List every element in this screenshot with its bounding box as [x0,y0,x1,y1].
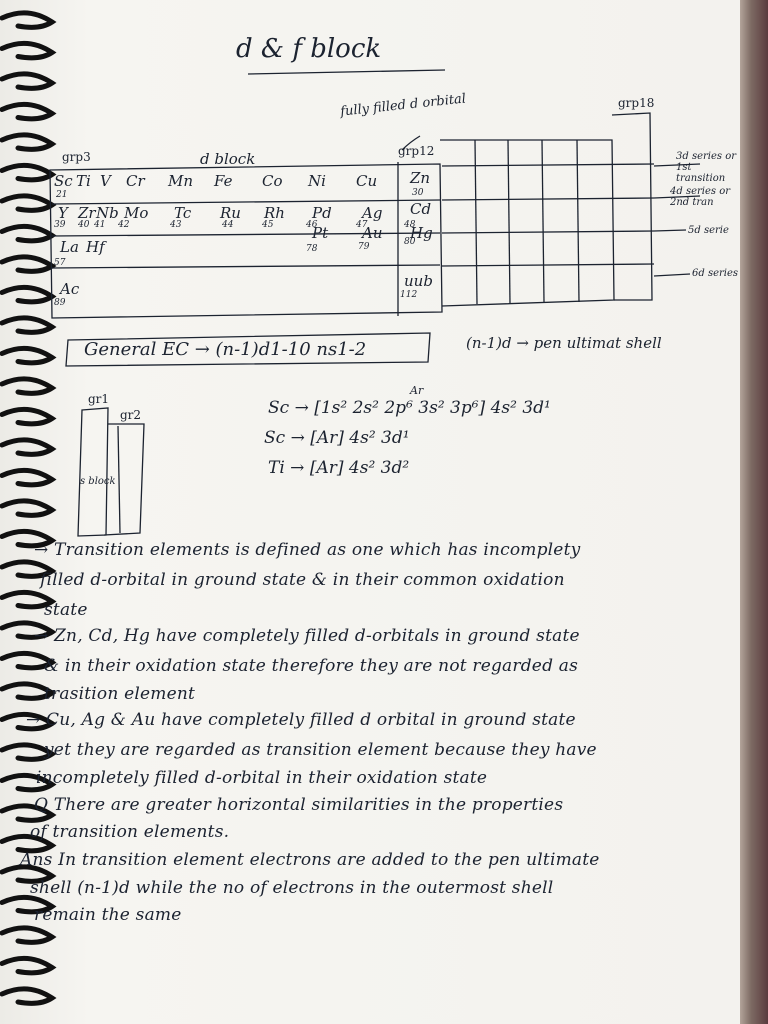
fully-filled-note: fully filled d orbital [339,91,467,120]
sc-short-config: Sc → [Ar] 4s² 3d¹ [264,428,410,448]
element-y: Y [58,204,68,222]
sc-full-config: Sc → [1s² 2s² 2p⁶ 3s² 3p⁶] 4s² 3d¹ [268,398,551,418]
series-6d-label: 6d series [692,268,739,279]
element-nb: Nb [96,204,119,222]
atomic-number: 42 [118,220,130,230]
note-line: of transition elements. [30,822,230,842]
element-ru: Ru [220,204,241,222]
element-tc: Tc [174,204,192,222]
atomic-number-au: 79 [358,242,370,252]
grp18-label: grp18 [618,96,655,110]
series-4d-label: 4d series or 2nd tran [670,186,730,208]
note-line: → Zn, Cd, Hg have completely filled d-orbitals in ground state [34,626,580,646]
s-block-label: s block [80,476,116,487]
element-zn: Zn [410,169,431,187]
element-co: Co [262,172,283,190]
note-line: → Cu, Ag & Au have completely filled d orbital in ground state [26,710,576,730]
ti-config: Ti → [Ar] 4s² 3d² [268,458,410,478]
element-uub: uub [404,272,433,290]
element-hf: Hf [86,238,105,256]
grp12-label: grp12 [398,144,435,158]
atomic-number: 40 [78,220,90,230]
atomic-number: 39 [54,220,66,230]
element-hg: Hg [410,224,433,242]
note-line: state [44,600,88,620]
atomic-number-hg: 80 [404,237,416,247]
element-mn: Mn [168,172,194,190]
note-line: filled d-orbital in ground state & in their common oxidation [40,570,565,590]
element-cr: Cr [126,172,145,190]
atomic-number-pt: 78 [306,244,318,254]
element-rh: Rh [264,204,285,222]
series-3d-label: 3d series or 1st transition [676,151,736,184]
gr1-label: gr1 [88,392,110,406]
note-line: yet they are regarded as transition element because they have [44,740,597,760]
element-ni: Ni [308,172,326,190]
element-cu: Cu [356,172,378,190]
series-5d-label: 5d serie [688,225,729,236]
d-block-label: d block [200,150,256,168]
gr2-label: gr2 [120,408,142,422]
atomic-number: 44 [222,220,234,230]
general-ec-formula: General EC → (n-1)d1-10 ns1-2 [84,339,367,360]
element-zr: Zr [78,204,96,222]
note-line: → Transition elements is defined as one which has incomplety [34,540,581,560]
penultimate-shell-note: (n-1)d → pen ultimat shell [466,334,662,352]
grp3-label: grp3 [62,150,91,164]
atomic-number-uub: 112 [400,290,418,300]
atomic-number-la: 57 [54,258,66,268]
atomic-number: 45 [262,220,274,230]
element-sc: Sc [54,172,73,190]
note-line: shell (n-1)d while the no of electrons in the outermost shell [30,878,554,898]
element-v: V [100,172,111,190]
element-ti: Ti [76,172,91,190]
note-line: incompletely filled d-orbital in their oxidation state [36,768,488,788]
atomic-number: 41 [94,220,106,230]
note-line: Q There are greater horizontal similarities in the properties [34,795,564,815]
element-fe: Fe [214,172,233,190]
element-ac: Ac [60,280,80,298]
element-au: Au [362,224,383,242]
atomic-number: 43 [170,220,182,230]
element-ag: Ag [362,204,383,222]
element-pt: Pt [312,224,329,242]
element-mo: Mo [124,204,149,222]
atomic-number-zn: 30 [412,188,424,198]
note-line: Ans In transition element electrons are added to the pen ultimate [20,850,600,870]
note-line: remain the same [34,905,182,925]
argon-note: Ar [410,384,424,397]
note-line: & in their oxidation state therefore they are not regarded as [44,656,579,676]
page-title: d & f block [236,34,382,64]
element-la: La [60,238,79,256]
note-line: trasition element [44,684,196,704]
atomic-number-sc: 21 [56,190,68,200]
element-pd: Pd [312,204,332,222]
element-cd: Cd [410,200,432,218]
atomic-number-ac: 89 [54,298,66,308]
atomic-number: 48 [404,220,416,230]
atomic-number: 46 [306,220,318,230]
atomic-number: 47 [356,220,368,230]
